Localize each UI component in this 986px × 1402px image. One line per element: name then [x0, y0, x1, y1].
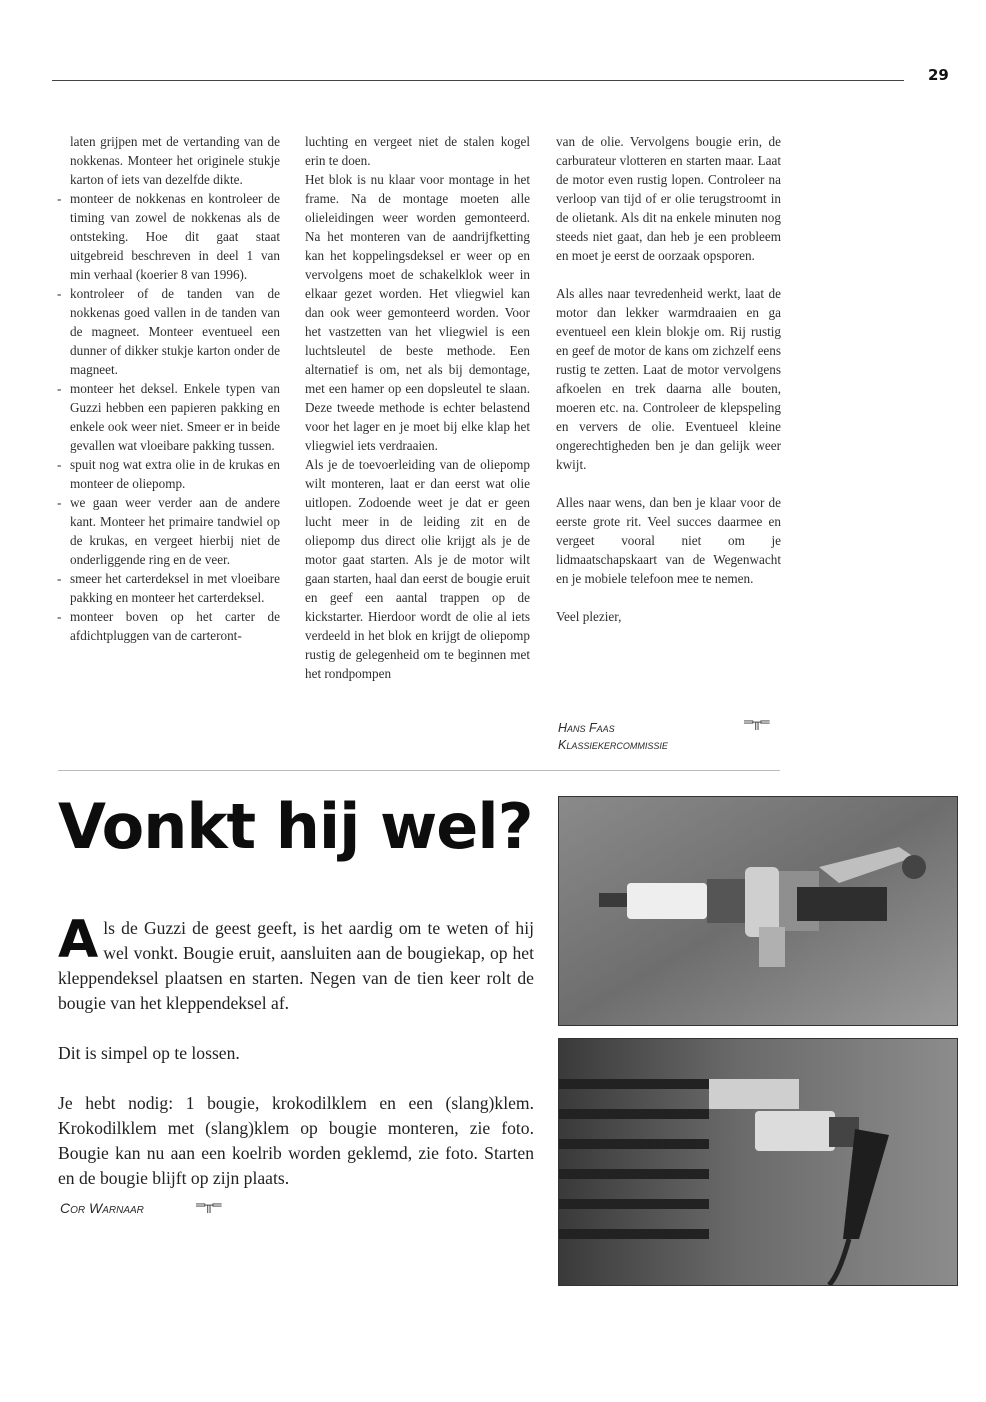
top-rule	[52, 80, 904, 81]
list-item: - smeer het carterdeksel in met vloeibare pakking en monteer het carterdeksel.	[56, 569, 280, 607]
intro-paragraph	[58, 910, 534, 1016]
paragraph: Als alles naar tevredenheid werkt, laat de motor dan lekker warmdraaien en ga eventueel een klein blokje om. Rij rustig en geef de motor de kans om zichzelf eens rustig te zetten. Laat de motor vervolgens afkoelen en trek daarna alle bouten, moeren etc. na. Controleer de klepspeling en ververs de olie. Eventueel kleine ongerechtigheden ben je dan gelijk weer kwijt.	[556, 286, 781, 472]
paragraph: Alles naar wens, dan ben je klaar voor de eerste grote rit. Veel succes daarmee en vergeet vooral niet om je lidmaatschapskaart van de Wegenwacht en je mobiele telefoon mee te nemen.	[556, 495, 781, 586]
paragraph: Als je de toevoerleiding van de oliepomp wilt monteren, laat er dan eerst wat olie uitlopen. Zodoende weet je dat er geen lucht meer in de leiding zit en de oliepomp dus direct olie krijgt als je de motor gaat starten. Als je de motor wilt gaan starten, haal dan eerst de bougie eruit en geef een aantal trappen op de kickstarter. Hierdoor wordt de olie al iets verdeeld in het blok en krijgt de oliepomp rustig de gelegenheid om te beginnen met het rondpompen	[305, 457, 530, 681]
page-number: 29	[928, 66, 949, 84]
paragraph: Het blok is nu klaar voor montage in het frame. Na de montage moeten alle olieleidingen weer worden gemonteerd. Na het monteren van de aandrijfketting kan het koppelingsdeksel er weer op en vervolgens moet de schakelklok weer in elkaar gezet worden. Het vliegwiel kan dan ook weer gemonteerd worden. Voor het vastzetten van het vliegwiel is een luchtsleutel de beste methode. Een alternatief is om, net als bij demontage, met een hamer op een dopsleutel te slaan. Deze tweede methode is echter belastend voor het lager en je moet bij elke klap het vliegwiel iets verdraaien.	[305, 172, 530, 453]
column-1	[56, 132, 280, 645]
list-item: - kontroleer of de tanden van de nokkenas goed vallen in de tanden van de magneet. Monteer eventueel een dunner of dikker stukje karton onder de magneet.	[56, 284, 280, 379]
author-name: Hans Faas	[558, 721, 615, 735]
steps-list	[56, 189, 280, 645]
list-item: - monteer de nokkenas en kontroleer de timing van zowel de nokkenas als de ontsteking. Hoe dit gaat staat uitgebreid beschreven in deel 1 van min verhaal (koerier 8 van 1996).	[56, 189, 280, 284]
paragraph: Je hebt nodig: 1 bougie, krokodilklem en een (slang)klem. Krokodilklem met (slang)klem op bougie monteren, zie foto. Bougie kan nu aan een koelrib worden geklemd, zie foto. Starten en de bougie blijft op zijn plaats.	[58, 1093, 534, 1188]
article-author: Cor Warnaar	[60, 1200, 144, 1216]
drop-cap: A	[58, 910, 99, 970]
article-headline: Vonkt hij wel?	[58, 790, 533, 863]
column-2	[305, 132, 530, 683]
author-signature	[558, 720, 668, 754]
paragraph: luchting en vergeet niet de stalen kogel erin te doen.	[305, 134, 530, 168]
list-item: - we gaan weer verder aan de andere kant. Monteer het primaire tandwiel op de krukas, en vergeet hierbij niet de onderliggende ring en de veer.	[56, 493, 280, 569]
list-item: - monteer het deksel. Enkele typen van Guzzi hebben een papieren pakking en enkele ook weer niet. Smeer er in beide gevallen wat vloeibare pakking tussen.	[56, 379, 280, 455]
column-3	[556, 132, 781, 626]
list-item: - spuit nog wat extra olie in de krukas en monteer de oliepomp.	[56, 455, 280, 493]
column-1-lead: laten grijpen met de vertanding van de nokkenas. Monteer het originele stukje karton of iets van dezelfde dikte.	[70, 134, 280, 187]
spark-plug-clamp-photo	[558, 796, 958, 1026]
club-emblem-icon: ═╥═	[744, 714, 769, 729]
author-role: Klassiekercommissie	[558, 738, 668, 752]
list-item: - monteer boven op het carter de afdichtpluggen van de carteront-	[56, 607, 280, 645]
club-emblem-icon: ═╥═	[196, 1197, 221, 1212]
article-body	[58, 910, 534, 1191]
paragraph: Veel plezier,	[556, 609, 622, 624]
spark-plug-cooling-fin-photo	[558, 1038, 958, 1286]
paragraph: van de olie. Vervolgens bougie erin, de carburateur vlotteren en starten maar. Laat de motor even rustig lopen. Controleer na verloop van tijd of er olie terugstroomt in de olietank. Als dit na enkele minuten nog steeds niet gaat, dan heb je een probleem en moet je eerst de oorzaak opsporen.	[556, 134, 781, 263]
section-divider	[58, 770, 780, 771]
intro-text: ls de Guzzi de geest geeft, is het aardig om te weten of hij wel vonkt. Bougie eruit, aansluiten aan de bougiekap, op het kleppendeksel plaatsen en starten. Negen van de tien keer rolt de bougie van het kleppendeksel af.	[58, 918, 534, 1013]
paragraph: Dit is simpel op te lossen.	[58, 1043, 240, 1063]
